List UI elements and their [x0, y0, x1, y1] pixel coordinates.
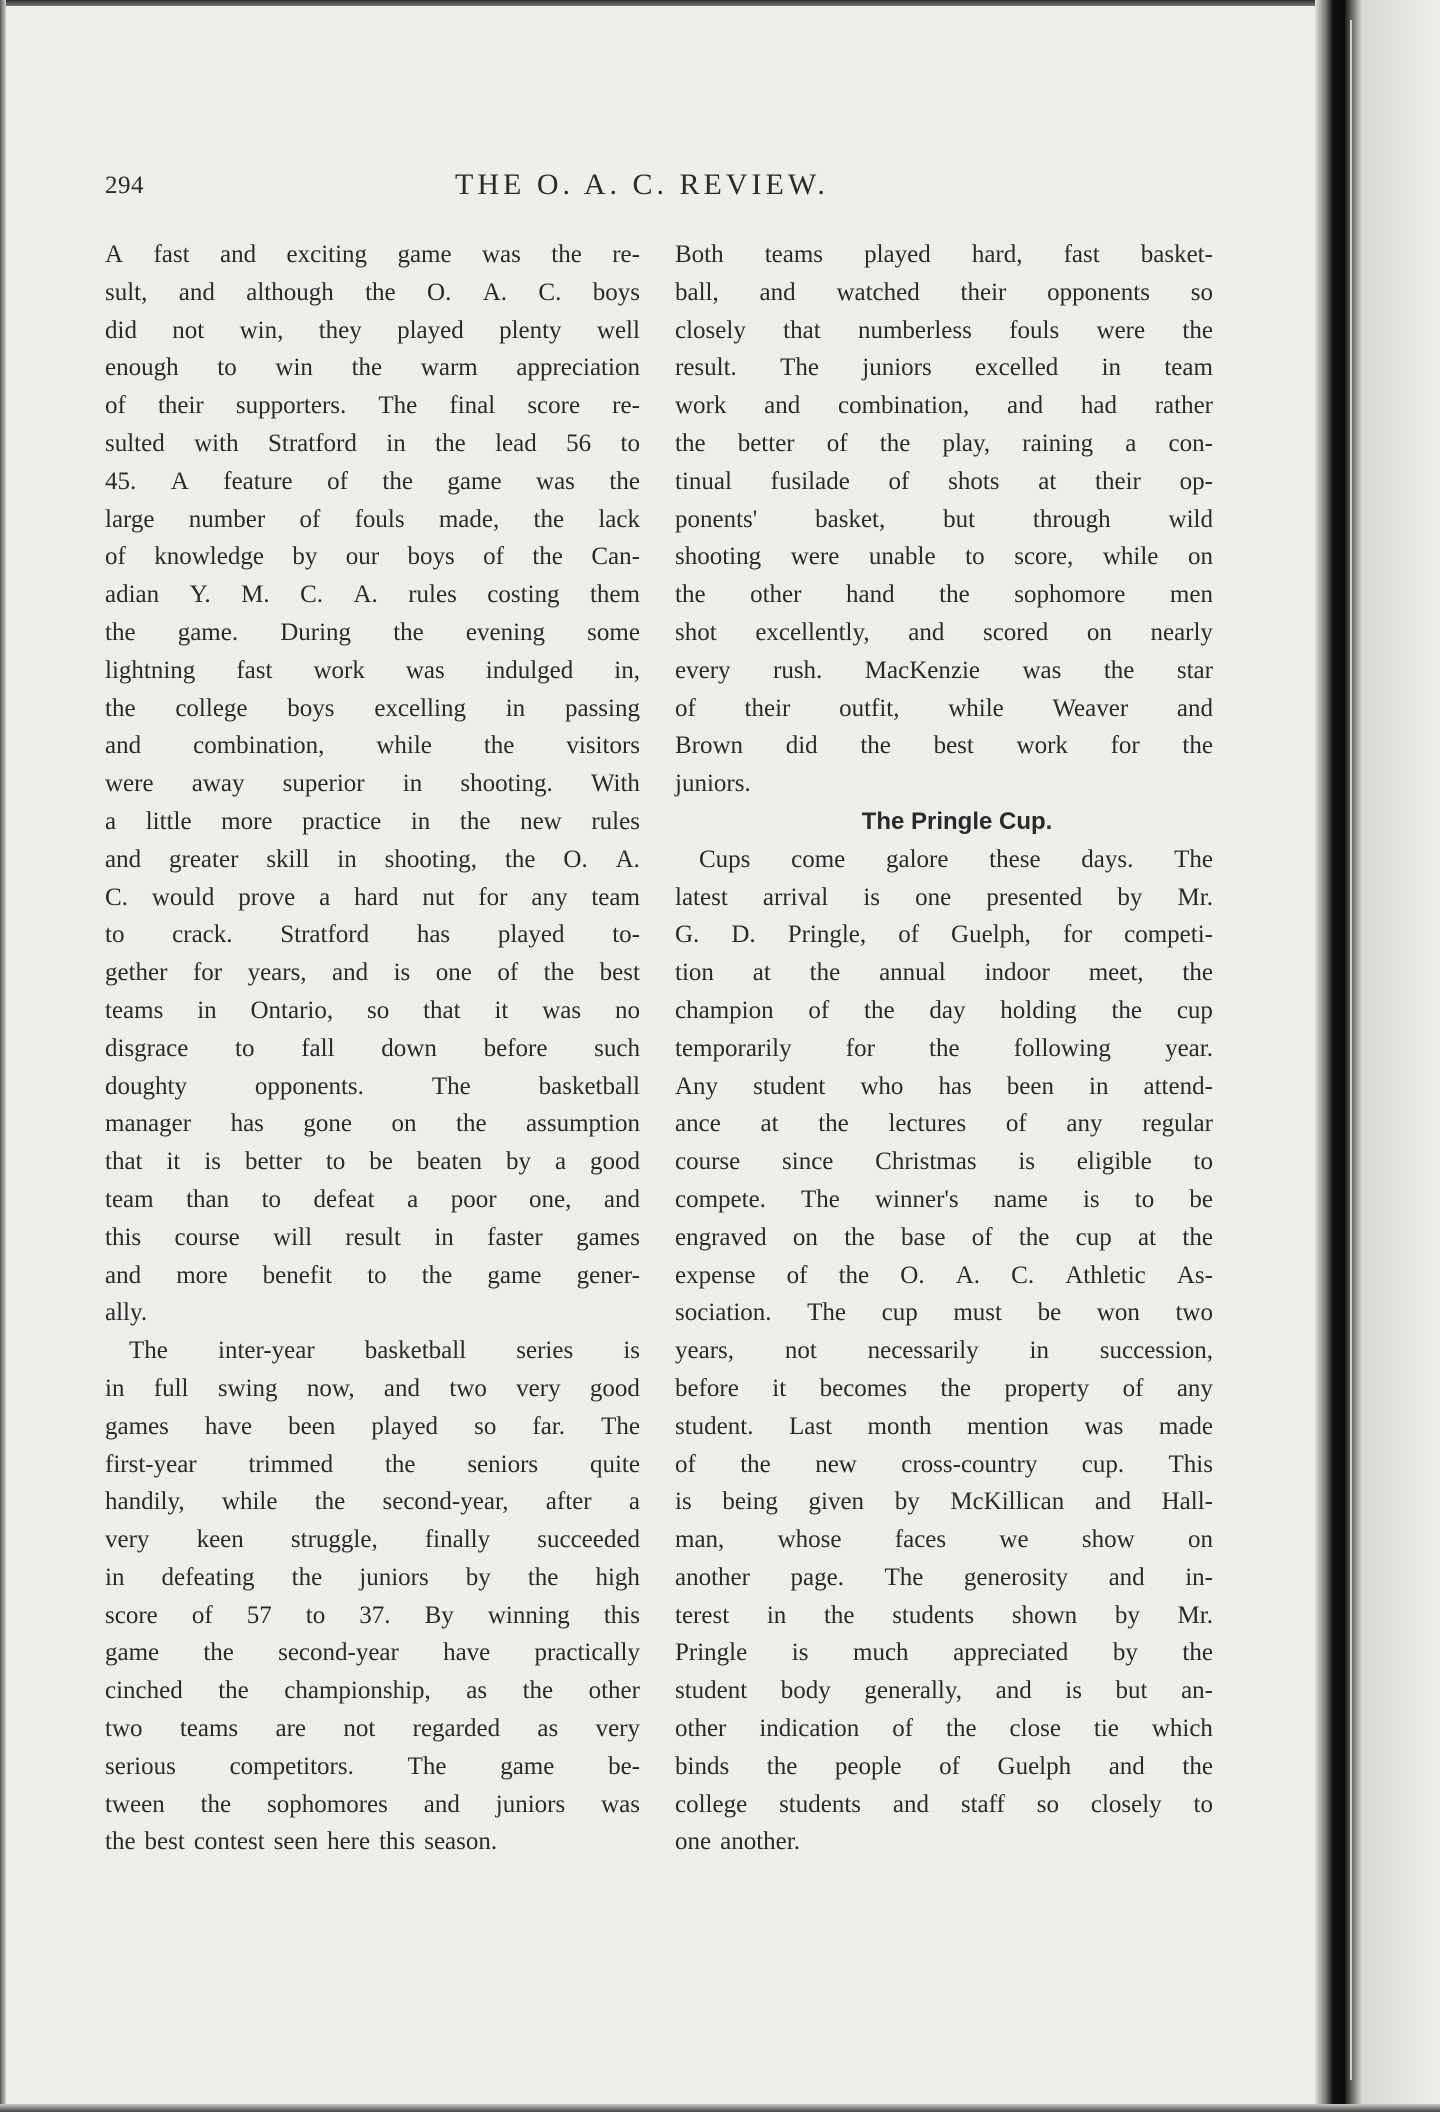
text-line: result. The juniors excelled in team: [675, 354, 1213, 382]
text-line: to crack. Stratford has played to-: [105, 921, 640, 949]
text-line: sulted with Stratford in the lead 56 to: [105, 429, 640, 457]
text-line: ance at the lectures of any regular: [675, 1110, 1213, 1138]
text-line: 45. A feature of the game was the: [105, 467, 640, 495]
text-line: champion of the day holding the cup: [675, 996, 1213, 1024]
left-text-column: [105, 236, 640, 1861]
text-line: latest arrival is one presented by Mr.: [675, 883, 1213, 911]
text-line: adian Y. M. C. A. rules costing them: [105, 581, 640, 609]
text-line: sociation. The cup must be won two: [675, 1299, 1213, 1327]
text-line: Any student who has been in attend-: [675, 1072, 1213, 1100]
text-line: very keen struggle, finally succeeded: [105, 1526, 640, 1554]
text-line: games have been played so far. The: [105, 1412, 640, 1440]
text-line: gether for years, and is one of the best: [105, 959, 640, 987]
text-line: a little more practice in the new rules: [105, 807, 640, 835]
text-line: large number of fouls made, the lack: [105, 505, 640, 533]
text-line: juniors.: [675, 770, 751, 798]
text-line: in full swing now, and two very good: [105, 1374, 640, 1402]
text-line: manager has gone on the assumption: [105, 1110, 640, 1138]
text-line: and greater skill in shooting, the O. A.: [105, 845, 640, 873]
text-line: closely that numberless fouls were the: [675, 316, 1213, 344]
text-line: sult, and although the O. A. C. boys: [105, 278, 640, 306]
text-line: other indication of the close tie which: [675, 1715, 1213, 1743]
text-line: temporarily for the following year.: [675, 1034, 1213, 1062]
text-line: engraved on the base of the cup at the: [675, 1223, 1213, 1251]
text-line: Pringle is much appreciated by the: [675, 1639, 1213, 1667]
text-line: before it becomes the property of any: [675, 1374, 1213, 1402]
text-line: the college boys excelling in passing: [105, 694, 640, 722]
text-line: cinched the championship, as the other: [105, 1677, 640, 1705]
text-line: work and combination, and had rather: [675, 392, 1213, 420]
text-line: doughty opponents. The basketball: [105, 1072, 640, 1100]
text-line: first-year trimmed the seniors quite: [105, 1450, 640, 1478]
text-line: G. D. Pringle, of Guelph, for competi-: [675, 921, 1213, 949]
section-heading: The Pringle Cup.: [861, 807, 1053, 835]
text-line: is being given by McKillican and Hall-: [675, 1488, 1213, 1516]
text-line: game the second-year have practically: [105, 1639, 640, 1667]
text-line: shooting were unable to score, while on: [675, 543, 1213, 571]
text-line: ally.: [105, 1299, 148, 1327]
page-number: 294: [105, 172, 144, 199]
text-line: did not win, they played plenty well: [105, 316, 640, 344]
text-line: enough to win the warm appreciation: [105, 354, 640, 382]
text-line: expense of the O. A. C. Athletic As-: [675, 1261, 1213, 1289]
text-line: C. would prove a hard nut for any team: [105, 883, 640, 911]
text-line: teams in Ontario, so that it was no: [105, 996, 640, 1024]
text-line: course since Christmas is eligible to: [675, 1148, 1213, 1176]
text-line: one another.: [675, 1828, 800, 1856]
text-line: this course will result in faster games: [105, 1223, 640, 1251]
text-line: compete. The winner's name is to be: [675, 1185, 1213, 1213]
text-line: disgrace to fall down before such: [105, 1034, 640, 1062]
text-line: the other hand the sophomore men: [675, 581, 1213, 609]
text-line: the game. During the evening some: [105, 618, 640, 646]
text-line: ball, and watched their opponents so: [675, 278, 1213, 306]
text-line: score of 57 to 37. By winning this: [105, 1601, 640, 1629]
text-line: of the new cross-country cup. This: [675, 1450, 1213, 1478]
text-line: in defeating the juniors by the high: [105, 1563, 640, 1591]
text-line: tween the sophomores and juniors was: [105, 1790, 640, 1818]
text-line: shot excellently, and scored on nearly: [675, 618, 1213, 646]
text-line: lightning fast work was indulged in,: [105, 656, 640, 684]
text-line: years, not necessarily in succession,: [675, 1337, 1213, 1365]
text-line: Brown did the best work for the: [675, 732, 1213, 760]
facing-page-rule: [1350, 20, 1352, 2080]
text-line: and more benefit to the game gener-: [105, 1261, 640, 1289]
text-line: ponents' basket, but through wild: [675, 505, 1213, 533]
text-line: serious competitors. The game be-: [105, 1752, 640, 1780]
text-line: the better of the play, raining a con-: [675, 429, 1213, 457]
text-line: team than to defeat a poor one, and: [105, 1185, 640, 1213]
text-line: A fast and exciting game was the re-: [105, 241, 640, 268]
text-line: The inter-year basketball series is: [129, 1337, 640, 1365]
text-line: man, whose faces we show on: [675, 1526, 1213, 1554]
text-line: tinual fusilade of shots at their op-: [675, 467, 1213, 495]
text-line: college students and staff so closely to: [675, 1790, 1213, 1818]
text-line: Cups come galore these days. The: [699, 845, 1213, 873]
text-line: student body generally, and is but an-: [675, 1677, 1213, 1705]
facing-page-edge: [1345, 0, 1440, 2112]
text-line: two teams are not regarded as very: [105, 1715, 640, 1743]
text-line: the best contest seen here this season.: [105, 1828, 498, 1856]
text-line: tion at the annual indoor meet, the: [675, 959, 1213, 987]
text-line: every rush. MacKenzie was the star: [675, 656, 1213, 684]
text-line: of their outfit, while Weaver and: [675, 694, 1213, 722]
text-line: of their supporters. The final score re-: [105, 392, 640, 420]
text-line: of knowledge by our boys of the Can-: [105, 543, 640, 571]
text-line: that it is better to be beaten by a good: [105, 1148, 640, 1176]
text-line: were away superior in shooting. With: [105, 770, 640, 798]
running-head: THE O. A. C. REVIEW.: [455, 168, 829, 201]
text-line: Both teams played hard, fast basket-: [675, 241, 1213, 268]
text-line: student. Last month mention was made: [675, 1412, 1213, 1440]
text-line: another page. The generosity and in-: [675, 1563, 1213, 1591]
text-line: handily, while the second-year, after a: [105, 1488, 640, 1516]
book-spine-shadow: [1315, 0, 1345, 2112]
right-text-column: [675, 236, 1213, 1861]
text-line: binds the people of Guelph and the: [675, 1752, 1213, 1780]
text-line: terest in the students shown by Mr.: [675, 1601, 1213, 1629]
text-line: and combination, while the visitors: [105, 732, 640, 760]
